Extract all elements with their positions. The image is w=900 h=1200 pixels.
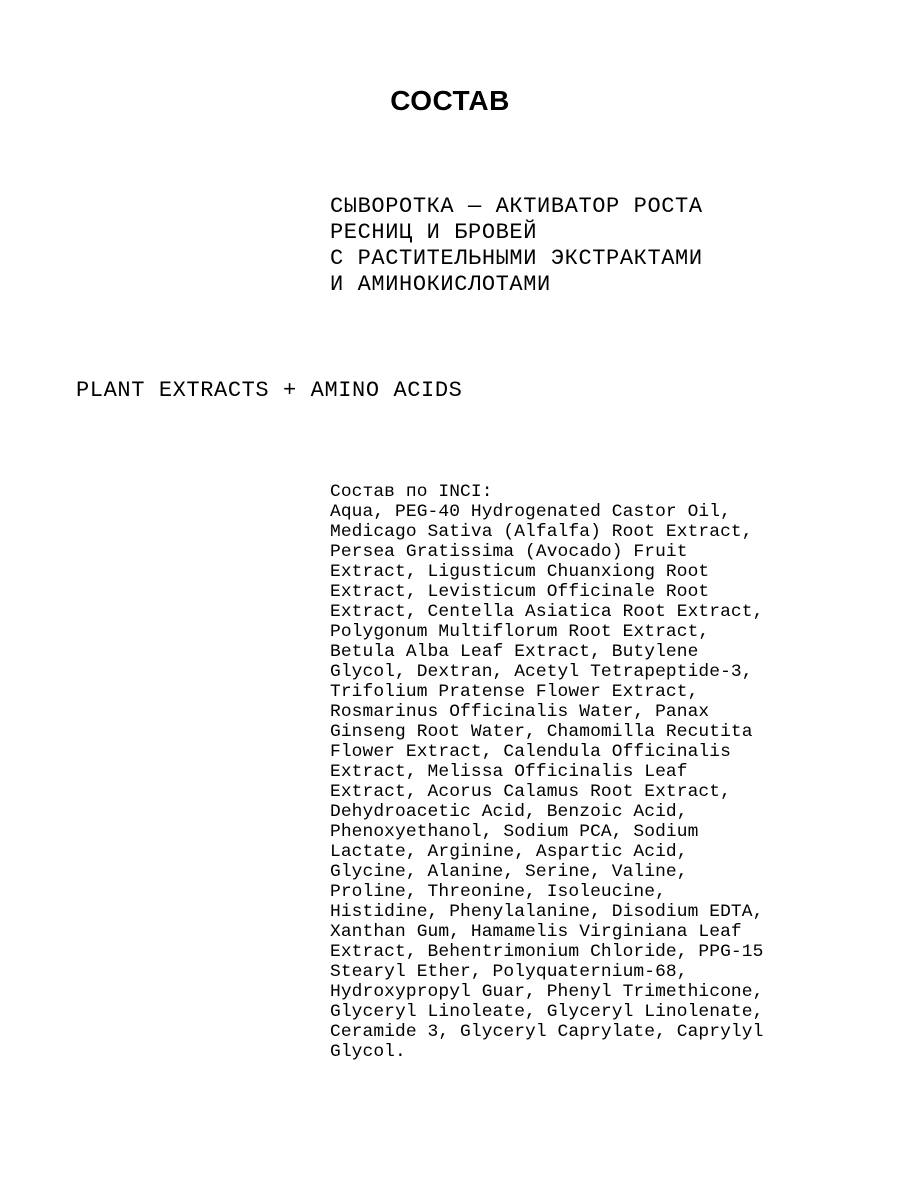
- inci-ingredients: [330, 482, 763, 1062]
- inci-ingredient-line: Flower Extract, Calendula Officinalis: [330, 742, 731, 762]
- inci-ingredient-line: Persea Gratissima (Avocado) Fruit: [330, 542, 688, 562]
- inci-ingredient-line: Histidine, Phenylalanine, Disodium EDTA,: [330, 902, 764, 922]
- product-name-line: СЫВОРОТКА — АКТИВАТОР РОСТА: [330, 194, 703, 219]
- inci-ingredient-line: Ceramide 3, Glyceryl Caprylate, Caprylyl: [330, 1022, 764, 1042]
- product-subtitle: PLANT EXTRACTS + AMINO ACIDS: [76, 378, 463, 403]
- inci-ingredient-line: Extract, Melissa Officinalis Leaf: [330, 762, 688, 782]
- inci-ingredient-line: Aqua, PEG-40 Hydrogenated Castor Oil,: [330, 502, 731, 522]
- inci-heading: Состав по INCI:: [330, 482, 493, 502]
- inci-ingredient-line: Extract, Ligusticum Chuanxiong Root: [330, 562, 710, 582]
- inci-ingredient-line: Glycol, Dextran, Acetyl Tetrapeptide-3,: [330, 662, 753, 682]
- inci-ingredient-line: Extract, Centella Asiatica Root Extract,: [330, 602, 764, 622]
- inci-ingredient-line: Medicago Sativa (Alfalfa) Root Extract,: [330, 522, 753, 542]
- product-name-line: РЕСНИЦ И БРОВЕЙ: [330, 220, 538, 245]
- inci-ingredient-line: Rosmarinus Officinalis Water, Panax: [330, 702, 710, 722]
- product-name-line: С РАСТИТЕЛЬНЫМИ ЭКСТРАКТАМИ: [330, 246, 703, 271]
- inci-ingredient-line: Xanthan Gum, Hamamelis Virginiana Leaf: [330, 922, 742, 942]
- inci-ingredient-line: Extract, Behentrimonium Chloride, PPG-15: [330, 942, 764, 962]
- inci-ingredient-line: Ginseng Root Water, Chamomilla Recutita: [330, 722, 753, 742]
- inci-ingredient-line: Glycol.: [330, 1042, 406, 1062]
- product-name: [330, 194, 703, 298]
- inci-ingredient-line: Trifolium Pratense Flower Extract,: [330, 682, 699, 702]
- inci-ingredient-line: Phenoxyethanol, Sodium PCA, Sodium: [330, 822, 699, 842]
- inci-ingredient-line: Hydroxypropyl Guar, Phenyl Trimethicone,: [330, 982, 764, 1002]
- inci-ingredient-line: Stearyl Ether, Polyquaternium-68,: [330, 962, 688, 982]
- page-title: СОСТАВ: [390, 85, 510, 116]
- inci-ingredient-line: Proline, Threonine, Isoleucine,: [330, 882, 666, 902]
- inci-ingredient-line: Betula Alba Leaf Extract, Butylene: [330, 642, 699, 662]
- inci-ingredient-line: Dehydroacetic Acid, Benzoic Acid,: [330, 802, 688, 822]
- inci-ingredient-line: Polygonum Multiflorum Root Extract,: [330, 622, 710, 642]
- product-name-line: И АМИНОКИСЛОТАМИ: [330, 272, 551, 297]
- inci-ingredient-line: Glycine, Alanine, Serine, Valine,: [330, 862, 688, 882]
- inci-ingredient-line: Glyceryl Linoleate, Glyceryl Linolenate,: [330, 1002, 764, 1022]
- inci-ingredient-line: Extract, Levisticum Officinale Root: [330, 582, 710, 602]
- inci-ingredient-line: Lactate, Arginine, Aspartic Acid,: [330, 842, 688, 862]
- inci-ingredient-line: Extract, Acorus Calamus Root Extract,: [330, 782, 731, 802]
